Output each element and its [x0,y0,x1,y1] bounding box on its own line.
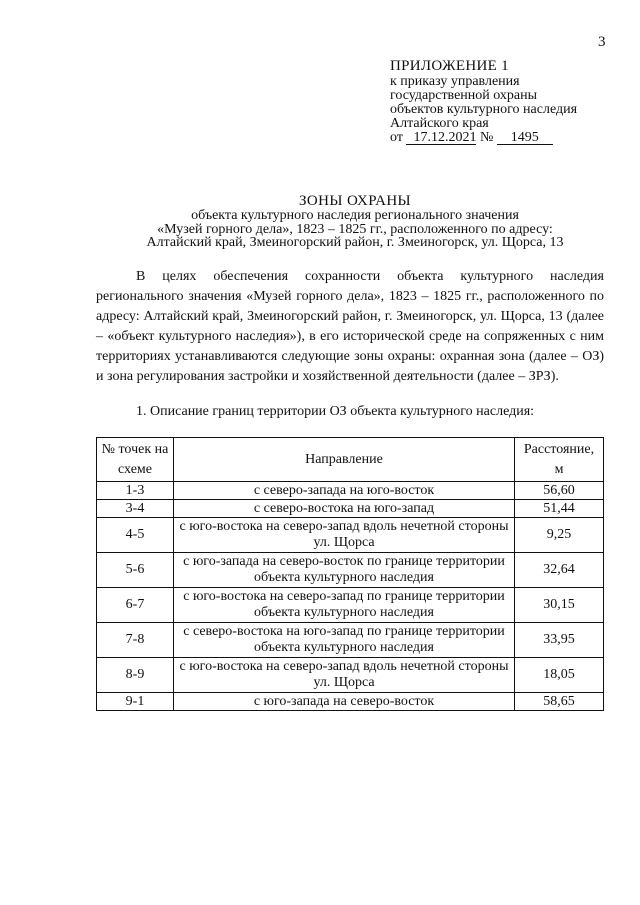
appendix-line: государственной охраны [390,88,538,103]
cell-distance: 32,64 [515,553,604,588]
header-points: № точек на схеме [97,438,174,482]
cell-points: 8-9 [97,658,174,693]
cell-points: 5-6 [97,553,174,588]
table-row [97,588,604,623]
cell-distance: 33,95 [515,623,604,658]
cell-points: 6-7 [97,588,174,623]
appendix-line: к приказу управления [390,74,520,89]
appendix-line: объектов культурного наследия [390,102,578,117]
cell-distance: 9,25 [515,518,604,553]
cell-direction: с юго-востока на северо-запад по границе территории объекта культурного наследия [174,588,515,623]
cell-direction: с северо-востока на юго-запад по границе территории объекта культурного наследия [174,623,515,658]
document-heading [90,193,620,250]
heading-title: ЗОНЫ ОХРАНЫ [298,193,412,209]
cell-distance: 58,65 [515,693,604,711]
heading-line: Алтайский край, Змеиногорский район, г. Змеиногорск, ул. Щорса, 13 [146,235,564,250]
header-direction: Направление [174,438,515,482]
table-row [97,500,604,518]
cell-points: 1-3 [97,482,174,500]
table-row [97,623,604,658]
page-number: 3 [598,34,606,50]
cell-direction: с юго-востока на северо-запад вдоль нечетной стороны ул. Щорса [174,658,515,693]
heading-line: объекта культурного наследия регионального значения [191,208,519,223]
cell-direction: с северо-запада на юго-восток [174,482,515,500]
date-prefix: от [390,130,403,145]
order-date: 17.12.2021 [406,132,476,145]
cell-distance: 30,15 [515,588,604,623]
table-row [97,482,604,500]
cell-points: 9-1 [97,693,174,711]
table-row [97,658,604,693]
section-title: 1. Описание границ территории ОЗ объекта культурного наследия: [136,404,535,419]
table-header-row [97,438,604,482]
cell-distance: 51,44 [515,500,604,518]
cell-distance: 18,05 [515,658,604,693]
table-row [97,553,604,588]
order-date-line [390,131,577,145]
appendix-line: Алтайского края [390,116,489,131]
order-number: 1495 [497,132,553,145]
cell-points: 7-8 [97,623,174,658]
appendix-block [390,58,577,145]
intro-paragraph: В целях обеспечения сохранности объекта культурного наследия регионального значения «Музей горного дела», 1823 – 1825 гг., расположенного по адресу: Алтайский край, Змеиногорский район, г. Змеиногорск, ул. Щорса, 13 (далее – «объект культурного наследия»), в его исторической среде на сопряженных с ним территориях устанавливаются следующие зоны охраны: охранная зона (далее – ОЗ) и зона регулирования застройки и хозяйственной деятельности (далее – ЗРЗ). [96,269,604,384]
table-row [97,518,604,553]
heading-line: «Музей горного дела», 1823 – 1825 гг., расположенного по адресу: [157,221,553,237]
cell-direction: с юго-востока на северо-запад вдоль нечетной стороны ул. Щорса [174,518,515,553]
appendix-title: ПРИЛОЖЕНИЕ 1 [390,58,509,74]
header-distance: Расстояние, м [515,438,604,482]
boundary-table [96,437,604,711]
number-sign: № [479,130,494,145]
cell-direction: с северо-востока на юго-запад [174,500,515,518]
cell-distance: 56,60 [515,482,604,500]
cell-points: 4-5 [97,518,174,553]
cell-points: 3-4 [97,500,174,518]
table-row [97,693,604,711]
cell-direction: с юго-запада на северо-восток [174,693,515,711]
cell-direction: с юго-запада на северо-восток по границе территории объекта культурного наследия [174,553,515,588]
